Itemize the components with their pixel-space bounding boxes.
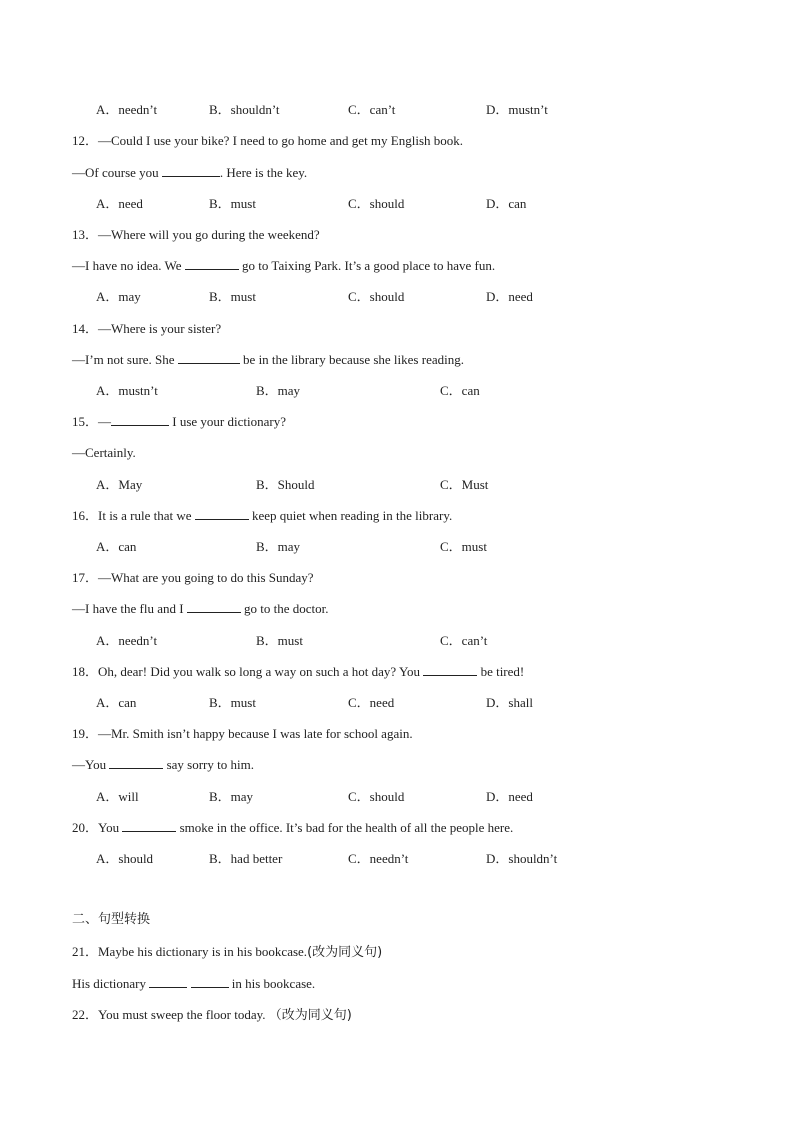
q14-line2-before: —I’m not sure. She	[72, 352, 175, 367]
q13-line2-before: —I have no idea. We	[72, 258, 182, 273]
q17-stem: 17．—What are you going to do this Sunday?	[72, 570, 314, 585]
q21-note: (改为同义句)	[307, 945, 383, 960]
q21-line2-after: in his bookcase.	[231, 976, 316, 991]
q13-option-d[interactable]: D．need	[486, 289, 533, 304]
q17-line2-after: go to the doctor.	[244, 601, 329, 616]
q15-option-c[interactable]: C．Must	[440, 477, 489, 492]
q18-option-a[interactable]: A．can	[96, 695, 137, 710]
q19-option-a[interactable]: A．will	[96, 789, 139, 804]
q18-line1-after: be tired!	[480, 664, 525, 679]
q18-option-c[interactable]: C．need	[348, 695, 395, 710]
q12-line2-before: —Of course you	[72, 165, 159, 180]
q22-stem-text: 22．You must sweep the floor today.	[72, 1007, 266, 1022]
q19-line2	[72, 757, 254, 773]
q12-stem: 12．—Could I use your bike? I need to go home and get my English book.	[72, 133, 464, 148]
q20-line1	[72, 820, 513, 836]
q17-option-b[interactable]: B．must	[256, 633, 303, 648]
q21-stem-text: 21．Maybe his dictionary is in his bookcase.	[72, 944, 308, 959]
q18-option-b[interactable]: B．must	[209, 695, 256, 710]
q12-line2-after: . Here is the key.	[219, 165, 308, 180]
q14-stem: 14．—Where is your sister?	[72, 321, 222, 336]
q17-option-c[interactable]: C．can’t	[440, 633, 488, 648]
q14-blank	[178, 352, 240, 364]
q15-line2: —Certainly.	[72, 445, 136, 460]
q16-line1	[72, 508, 452, 524]
q15-line1-before: 15．—	[72, 414, 112, 429]
q20-option-b[interactable]: B．had better	[209, 851, 283, 866]
q17-option-a[interactable]: A．needn’t	[96, 633, 158, 648]
q13-line2	[72, 258, 495, 274]
q16-line1-after: keep quiet when reading in the library.	[252, 508, 453, 523]
q17-blank	[187, 601, 241, 613]
q21-blank-1	[149, 976, 187, 988]
q11-option-a[interactable]: A．needn’t	[96, 102, 158, 117]
q13-stem: 13．—Where will you go during the weekend?	[72, 227, 320, 242]
q20-option-d[interactable]: D．shouldn’t	[486, 851, 558, 866]
q20-option-a[interactable]: A．should	[96, 851, 154, 866]
q20-blank	[122, 820, 176, 832]
q16-option-b[interactable]: B．may	[256, 539, 301, 554]
q14-line2	[72, 352, 464, 368]
q18-line1	[72, 664, 524, 680]
q14-option-c[interactable]: C．can	[440, 383, 480, 398]
q15-line1-after: I use your dictionary?	[172, 414, 286, 429]
q12-blank	[162, 165, 220, 177]
q13-option-b[interactable]: B．must	[209, 289, 256, 304]
q17-line2	[72, 601, 329, 617]
q15-blank	[111, 414, 169, 426]
q13-option-c[interactable]: C．should	[348, 289, 405, 304]
q17-line2-before: —I have the flu and I	[72, 601, 184, 616]
q12-option-c[interactable]: C．should	[348, 196, 405, 211]
q13-line2-after: go to Taixing Park. It’s a good place to have fun.	[242, 258, 496, 273]
q19-blank	[109, 757, 163, 769]
q19-line2-before: —You	[72, 757, 107, 772]
q21-blank-2	[191, 976, 229, 988]
section2-title: 二、句型转换	[72, 912, 151, 927]
q11-option-b[interactable]: B．shouldn’t	[209, 102, 280, 117]
q14-option-a[interactable]: A．mustn’t	[96, 383, 158, 398]
q15-option-a[interactable]: A．May	[96, 477, 143, 492]
q22-note: （改为同义句)	[268, 1008, 352, 1023]
q16-line1-before: 16．It is a rule that we	[72, 508, 192, 523]
q11-option-c[interactable]: C．can’t	[348, 102, 396, 117]
q21-stem	[72, 944, 382, 961]
q21-line2	[72, 976, 315, 992]
q19-line2-after: say sorry to him.	[166, 757, 254, 772]
q18-line1-before: 18．Oh, dear! Did you walk so long a way on such a hot day? You	[72, 664, 421, 679]
q13-blank	[185, 258, 239, 270]
q22-stem	[72, 1007, 352, 1024]
q20-line1-after: smoke in the office. It’s bad for the health of all the people here.	[179, 820, 514, 835]
q14-option-b[interactable]: B．may	[256, 383, 301, 398]
q15-line1	[72, 414, 286, 430]
q19-option-d[interactable]: D．need	[486, 789, 533, 804]
q12-option-b[interactable]: B．must	[209, 196, 256, 211]
q19-stem: 19．—Mr. Smith isn’t happy because I was late for school again.	[72, 726, 413, 741]
q12-line2	[72, 165, 307, 181]
q11-option-d[interactable]: D．mustn’t	[486, 102, 548, 117]
q21-line2-before: His dictionary	[72, 976, 147, 991]
q12-option-d[interactable]: D．can	[486, 196, 527, 211]
q16-blank	[195, 508, 249, 520]
q20-line1-before: 20．You	[72, 820, 120, 835]
q14-line2-after: be in the library because she likes reading.	[243, 352, 464, 367]
q19-option-c[interactable]: C．should	[348, 789, 405, 804]
q19-option-b[interactable]: B．may	[209, 789, 254, 804]
q15-option-b[interactable]: B．Should	[256, 477, 315, 492]
q16-option-a[interactable]: A．can	[96, 539, 137, 554]
q13-option-a[interactable]: A．may	[96, 289, 141, 304]
q18-option-d[interactable]: D．shall	[486, 695, 533, 710]
q16-option-c[interactable]: C．must	[440, 539, 487, 554]
q18-blank	[423, 664, 477, 676]
q20-option-c[interactable]: C．needn’t	[348, 851, 409, 866]
q12-option-a[interactable]: A．need	[96, 196, 143, 211]
